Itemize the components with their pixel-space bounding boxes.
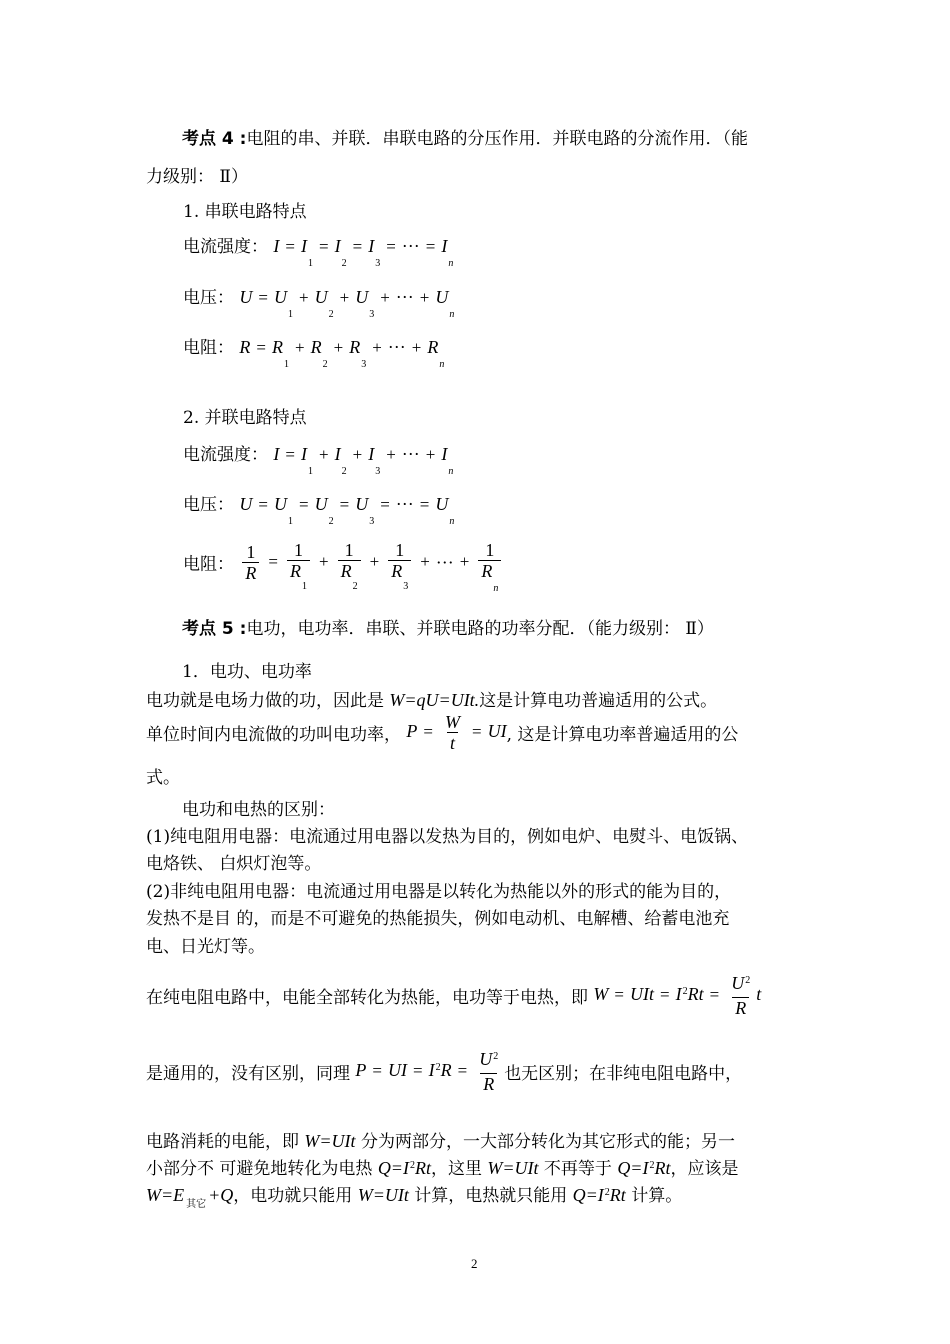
kp4-line2: 力级别： Ⅱ） <box>146 167 248 187</box>
nonpure-line3-formula1: W=E $_{其它}$ +Q <box>146 1185 234 1210</box>
series-voltage-label: 电压： <box>183 288 234 308</box>
parallel-voltage-formula: $U = U_1= U_2= U_3=$ ··· = $U_n$ <box>239 494 455 527</box>
nonpure-line2-formula2: W=UIt <box>487 1158 539 1178</box>
pure-line2-text: 是通用的，没有区别，同理 <box>146 1064 350 1084</box>
nonpure-line1-a: 电路消耗的电能，即 <box>146 1132 305 1152</box>
parallel-voltage-label: 电压： <box>183 495 234 515</box>
power-formula: P = $\frac{W}{t}$ = UI <box>406 712 507 753</box>
nonpure-line3-b: 计算，电热就只能用 <box>408 1186 573 1206</box>
parallel-resistance-label: 电阻： <box>183 554 234 575</box>
kp5-label: 考点 5 : <box>182 619 247 639</box>
series-resistance-formula: $R = R_1+ R_2+ R_3+$ ··· + $R_n$ <box>239 337 445 370</box>
power-line2-text2: , 这是计算电功率普遍适用的公 <box>506 725 739 745</box>
nonpure-line3-a: ，电功就只能用 <box>233 1186 358 1206</box>
pure-line2-text2: 也无区别；在非纯电阻电路中， <box>504 1064 743 1084</box>
nonpure-line2-b: ，这里 <box>430 1159 488 1179</box>
kp5-line <box>182 614 714 639</box>
parallel-voltage <box>183 490 455 527</box>
nonpure-line2 <box>146 1154 738 1179</box>
pure-line2 <box>146 1049 742 1094</box>
series-voltage <box>183 283 455 320</box>
kp4-text: 电阻的串、并联．串联电路的分压作用．并联电路的分流作用．（能 <box>246 129 748 149</box>
power-line1-formula: W=qU=UIt. <box>389 690 480 710</box>
kp4-label: 考点 4 : <box>182 129 247 149</box>
pure-power-formula: P = UI = $I^2R$ = $\frac{U^2}{R}$ <box>355 1049 499 1094</box>
p1-line2: 电烙铁、 白炽灯泡等。 <box>146 854 322 874</box>
nonpure-line2-c: 不再等于 <box>538 1159 618 1179</box>
nonpure-line3 <box>146 1181 683 1210</box>
nonpure-line2-a: 小部分不 可避免地转化为电热 <box>146 1159 378 1179</box>
parallel-resistance <box>183 540 504 594</box>
nonpure-line3-c: 计算。 <box>625 1186 683 1206</box>
nonpure-line3-formula2: W=UIt <box>357 1185 409 1205</box>
p2-line2: 发热不是目 的，而是不可避免的热能损失，例如电动机、电解槽、给蓄电池充 <box>146 909 730 929</box>
power-line2 <box>146 712 738 753</box>
power-line1-text: 电功就是电场力做的功，因此是 <box>146 691 390 711</box>
pure-work-formula: W = UIt = $I^2Rt$ = $\frac{U^2}{R}$ t <box>593 973 762 1018</box>
series-current-formula: $I = I_1= I_2= I_3=$ ··· = $I_n$ <box>273 236 454 269</box>
power-line2-text: 单位时间内电流做的功叫电功率， <box>146 725 401 745</box>
nonpure-line1 <box>146 1127 735 1152</box>
pure-line1-text: 在纯电阻电路中，电能全部转化为热能，电功等于电热，即 <box>146 988 588 1008</box>
page-number: 2 <box>471 1256 478 1271</box>
series-resistance-label: 电阻： <box>183 338 234 358</box>
diff-heading: 电功和电热的区别： <box>182 800 335 820</box>
p2-line3: 电、日光灯等。 <box>146 937 265 957</box>
p2-line1: (2)非纯电阻用电器：电流通过用电器是以转化为热能以外的形式的能为目的， <box>146 882 732 902</box>
parallel-current-formula: $I = I_1+ I_2+ I_3+$ ··· + $I_n$ <box>273 444 454 477</box>
nonpure-line3-formula3: $Q=I^2Rt$ <box>572 1185 626 1205</box>
p1-line1: (1)纯电阻用电器：电流通过用电器以发热为目的，例如电炉、电熨斗、电饭锅、 <box>146 827 749 847</box>
kp4-line1 <box>182 124 748 149</box>
parallel-current <box>183 440 454 477</box>
nonpure-line1-b: 分为两部分，一大部分转化为其它形式的能；另一 <box>355 1132 735 1152</box>
nonpure-line2-d: ，应该是 <box>670 1159 739 1179</box>
series-voltage-formula: $U = U_1+ U_2+ U_3+$ ··· + $U_n$ <box>239 287 455 320</box>
nonpure-line1-formula: W=UIt <box>304 1131 356 1151</box>
parallel-heading: 2. 并联电路特点 <box>183 408 307 428</box>
parallel-current-label: 电流强度： <box>183 445 268 465</box>
nonpure-line2-formula3: $Q=I^2Rt$ <box>617 1158 671 1178</box>
series-resistance <box>183 333 445 370</box>
pure-line1 <box>146 973 761 1018</box>
power-line1 <box>146 686 717 711</box>
power-line3: 式。 <box>146 768 180 788</box>
power-heading: 1．电功、电功率 <box>182 662 312 682</box>
series-current <box>183 232 454 269</box>
parallel-resistance-formula: $\frac{1}{R}$ = $\frac{1}{R_1}$ + $\frac{1}{R_2}$ + $\frac{1}{R_3}$ + ··· + $\frac{1}{R_n}$ <box>239 551 504 571</box>
series-current-label: 电流强度： <box>183 237 268 257</box>
nonpure-line2-formula1: $Q=I^2Rt$ <box>377 1158 431 1178</box>
series-heading: 1. 串联电路特点 <box>183 202 307 222</box>
power-line1-text2: 这是计算电功普遍适用的公式。 <box>479 691 718 711</box>
kp5-text: 电功，电功率．串联、并联电路的功率分配．（能力级别： Ⅱ） <box>246 619 714 639</box>
